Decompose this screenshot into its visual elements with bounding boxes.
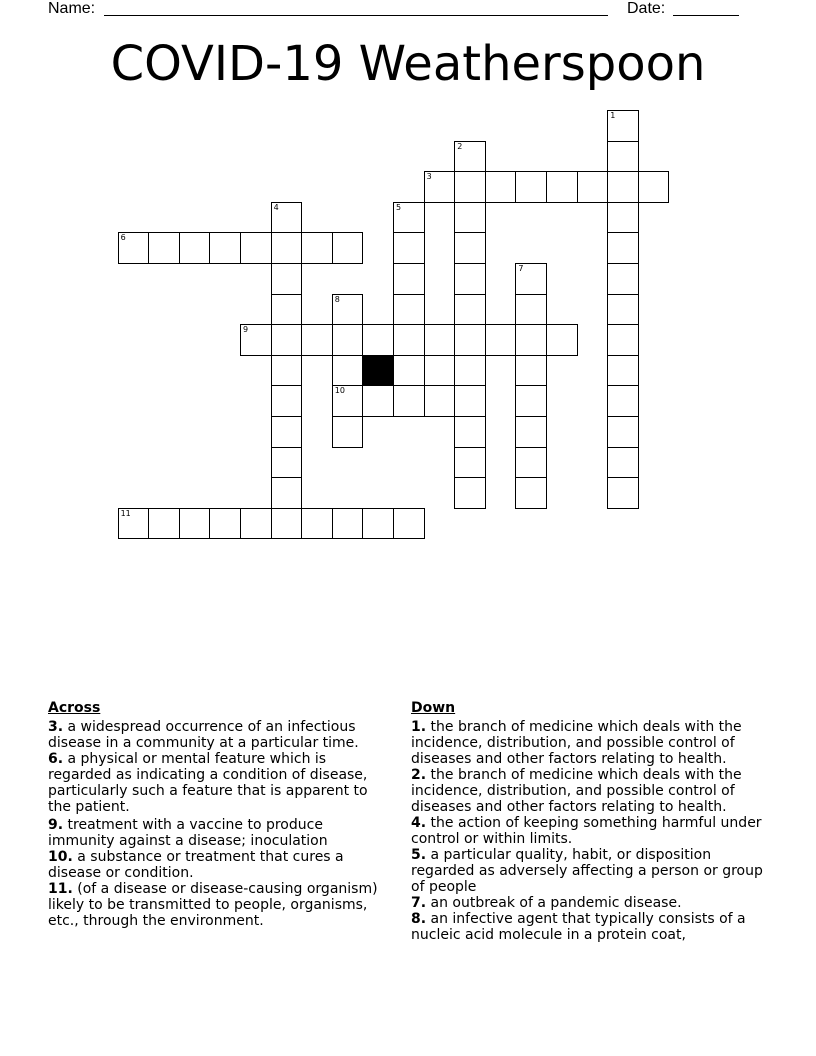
clue-number: 9 [243,325,249,335]
grid-cell[interactable] [515,324,547,356]
name-label: Name: [48,0,96,17]
page-title: COVID-19 Weatherspoon [110,36,706,92]
grid-cell[interactable] [607,110,639,142]
clue-number: 2 [457,141,463,151]
grid-cell[interactable] [454,355,486,387]
grid-cell[interactable] [240,324,272,356]
grid-cell[interactable] [454,294,486,326]
grid-cell[interactable] [546,171,578,203]
grid-cell[interactable] [454,477,486,509]
grid-cell[interactable] [118,232,150,264]
grid-cell[interactable] [209,232,241,264]
grid-cell[interactable] [546,324,578,356]
grid-cell[interactable] [362,508,394,540]
grid-cell[interactable] [271,355,303,387]
grid-cell[interactable] [240,232,272,264]
grid-cell[interactable] [332,508,364,540]
clue-number: 8 [334,294,340,304]
clue-number: 5 [396,202,402,212]
grid-cell[interactable] [271,416,303,448]
grid-cell[interactable] [454,447,486,479]
grid-cell[interactable] [393,385,425,417]
grid-cell[interactable] [271,294,303,326]
clue-number: 11 [120,508,131,518]
grid-cell[interactable] [607,294,639,326]
date-label: Date: [627,0,666,17]
grid-cell[interactable] [515,355,547,387]
grid-cell[interactable] [271,324,303,356]
grid-cell[interactable] [485,324,517,356]
grid-cell[interactable] [271,202,303,234]
grid-cell[interactable] [179,232,211,264]
grid-cell[interactable] [607,447,639,479]
grid-cell[interactable] [332,294,364,326]
grid-block-cell [362,355,394,387]
grid-cell[interactable] [362,385,394,417]
grid-cell[interactable] [209,508,241,540]
grid-cell[interactable] [577,171,609,203]
grid-cell[interactable] [332,355,364,387]
grid-cell[interactable] [393,202,425,234]
grid-cell[interactable] [454,263,486,295]
grid-cell[interactable] [607,232,639,264]
grid-cell[interactable] [454,232,486,264]
grid-cell[interactable] [515,294,547,326]
across-heading: Across [48,700,101,716]
grid-cell[interactable] [424,324,456,356]
grid-cell[interactable] [332,324,364,356]
clue-across-11: 11. (of a disease or disease-causing organism) likely to be transmitted to people, organisms, etc., through the environment. [48,881,378,929]
grid-cell[interactable] [271,232,303,264]
clue-number: 7 [518,264,524,273]
clue-number: 1 [610,111,616,120]
grid-cell[interactable] [362,324,394,356]
grid-cell[interactable] [271,385,303,417]
grid-cell[interactable] [454,171,486,203]
grid-cell[interactable] [607,263,639,295]
grid-cell[interactable] [301,508,333,540]
grid-cell[interactable] [393,294,425,326]
across-clues [48,700,393,929]
grid-cell[interactable] [393,355,425,387]
grid-cell[interactable] [607,355,639,387]
grid-cell[interactable] [454,141,486,173]
grid-cell[interactable] [301,232,333,264]
grid-cell[interactable] [271,263,303,295]
grid-cell[interactable] [332,232,364,264]
clue-across-9: 9. treatment with a vaccine to produce immunity against a disease; inoculation [48,817,328,849]
grid-cell[interactable] [485,171,517,203]
clue-across-3: 3. a widespread occurrence of an infectious disease in a community at a particular time. [48,719,359,751]
grid-cell[interactable] [148,232,180,264]
grid-cell[interactable] [515,416,547,448]
grid-cell[interactable] [607,171,639,203]
clue-number: 3 [426,172,432,182]
grid-cell[interactable] [393,263,425,295]
grid-cell[interactable] [301,324,333,356]
grid-cell[interactable] [515,263,547,295]
clue-down-1: 1. the branch of medicine which deals with the incidence, distribution, and possible control of diseases and other factors relating to health. [411,719,742,767]
grid-cell[interactable] [515,385,547,417]
grid-cell[interactable] [393,232,425,264]
clue-down-2: 2. the branch of medicine which deals with the incidence, distribution, and possible control of diseases and other factors relating to health. [411,767,742,815]
grid-cell[interactable] [515,447,547,479]
grid-cell[interactable] [515,477,547,509]
grid-cell[interactable] [607,477,639,509]
grid-cell[interactable] [607,324,639,356]
grid-cell[interactable] [607,416,639,448]
grid-cell[interactable] [118,508,150,540]
clue-across-10: 10. a substance or treatment that cures a disease or condition. [48,849,344,881]
grid-cell[interactable] [607,141,639,173]
clue-down-7: 7. an outbreak of a pandemic disease. [411,895,682,911]
clue-number: 6 [120,233,126,243]
grid-cell[interactable] [393,508,425,540]
down-heading: Down [411,700,456,716]
grid-cell[interactable] [393,324,425,356]
grid-cell[interactable] [179,508,211,540]
grid-cell[interactable] [332,416,364,448]
clue-number: 4 [273,202,279,212]
grid-cell[interactable] [638,171,670,203]
grid-cell[interactable] [424,171,456,203]
clue-down-4: 4. the action of keeping something harmful under control or within limits. [411,815,762,847]
grid-cell[interactable] [454,385,486,417]
grid-cell[interactable] [240,508,272,540]
grid-cell[interactable] [454,416,486,448]
grid-cell[interactable] [424,385,456,417]
grid-cell[interactable] [515,171,547,203]
grid-cell[interactable] [148,508,180,540]
clue-across-6: 6. a physical or mental feature which is regarded as indicating a condition of disease, particularly such a feature that is apparent to the patient. [48,751,368,815]
grid-cell[interactable] [271,508,303,540]
grid-cell[interactable] [454,202,486,234]
grid-cell[interactable] [607,202,639,234]
grid-cell[interactable] [454,324,486,356]
clue-down-5: 5. a particular quality, habit, or disposition regarded as adversely affecting a person or group of people [411,847,763,895]
down-clues [411,700,771,943]
grid-cell[interactable] [332,385,364,417]
grid-cell[interactable] [271,477,303,509]
clue-number: 10 [334,386,345,396]
clue-down-8: 8. an infective agent that typically consists of a nucleic acid molecule in a protein coat, [411,911,746,943]
grid-cell[interactable] [607,385,639,417]
grid-cell[interactable] [271,447,303,479]
